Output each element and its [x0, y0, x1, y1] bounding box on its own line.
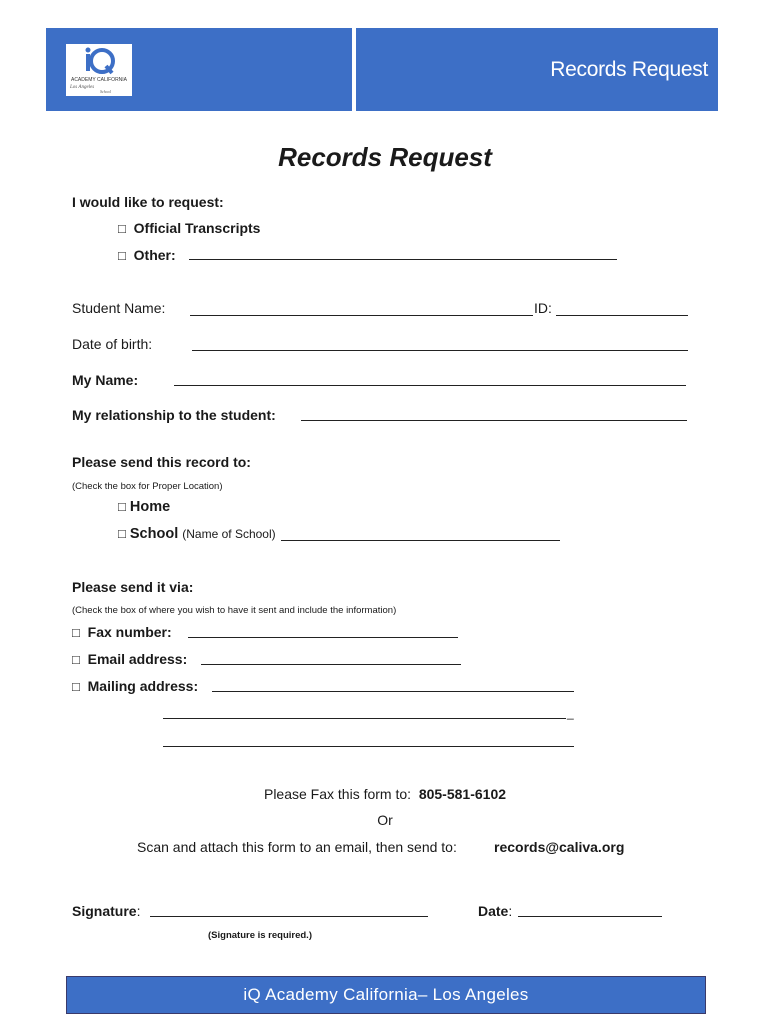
signature-colon: :	[136, 903, 141, 919]
checkbox-icon[interactable]: □	[118, 526, 126, 541]
relationship-label: My relationship to the student:	[72, 407, 276, 423]
email-label: Email address:	[87, 651, 188, 667]
my-name-input-line[interactable]	[174, 385, 686, 386]
other-input-line[interactable]	[189, 259, 617, 260]
option-school[interactable]	[118, 526, 276, 542]
option-mailing[interactable]	[72, 678, 198, 694]
option-other[interactable]	[118, 247, 176, 263]
school-name-input-line[interactable]	[281, 540, 560, 541]
fax-label: Fax number:	[87, 624, 172, 640]
id-input-line[interactable]	[556, 315, 688, 316]
fax-instruction: Please Fax this form to:	[263, 786, 412, 802]
relationship-input-line[interactable]	[301, 420, 687, 421]
mailing-line-underscore: _	[567, 706, 574, 720]
fax-input-line[interactable]	[188, 637, 458, 638]
send-via-heading: Please send it via:	[72, 579, 194, 595]
mailing-input-line-2[interactable]	[163, 718, 566, 719]
option-school-label: School	[129, 526, 179, 542]
send-via-note: (Check the box of where you wish to have it sent and include the information)	[72, 605, 397, 616]
option-email[interactable]	[72, 651, 187, 667]
email-input-line[interactable]	[201, 664, 461, 665]
mailing-label: Mailing address:	[87, 678, 199, 694]
checkbox-icon[interactable]: □	[72, 625, 80, 640]
send-to-heading: Please send this record to:	[72, 454, 251, 470]
date-colon: :	[508, 903, 513, 919]
option-transcripts-label: Official Transcripts	[133, 220, 261, 236]
or-text: Or	[377, 812, 393, 828]
send-to-note: (Check the box for Proper Location)	[72, 481, 223, 492]
student-name-label: Student Name:	[72, 300, 166, 316]
checkbox-icon[interactable]: □	[118, 221, 126, 236]
student-name-input-line[interactable]	[190, 315, 533, 316]
option-fax[interactable]	[72, 624, 172, 640]
dob-input-line[interactable]	[192, 350, 688, 351]
header-title: Records Request	[550, 58, 708, 81]
my-name-label: My Name:	[72, 372, 139, 388]
fax-instruction-row	[0, 786, 770, 802]
fax-number: 805-581-6102	[418, 786, 507, 802]
signature-note: (Signature is required.)	[208, 930, 312, 941]
option-transcripts[interactable]	[118, 220, 260, 236]
logo-mark-icon	[66, 44, 132, 96]
logo-line2: Los Angeles	[70, 85, 95, 90]
option-other-label: Other:	[133, 247, 176, 263]
dob-label: Date of birth:	[72, 336, 153, 352]
mailing-input-line-3[interactable]	[163, 746, 574, 747]
iq-academy-logo	[66, 44, 132, 96]
signature-input-line[interactable]	[150, 916, 428, 917]
email-address[interactable]: records@caliva.org	[494, 839, 625, 855]
logo-line1: ACADEMY CALIFORNIA	[70, 77, 128, 83]
signature-row	[72, 903, 140, 919]
checkbox-icon[interactable]: □	[118, 248, 126, 263]
option-home[interactable]	[118, 499, 170, 515]
checkbox-icon[interactable]: □	[118, 499, 126, 514]
school-note: (Name of School)	[182, 527, 276, 541]
date-row	[478, 903, 512, 919]
footer-text: iQ Academy California– Los Angeles	[243, 985, 529, 1004]
page-title: Records Request	[278, 142, 492, 172]
id-label: ID:	[534, 300, 552, 316]
checkbox-icon[interactable]: □	[72, 679, 80, 694]
logo-line3: School	[100, 89, 111, 94]
date-label: Date	[478, 903, 509, 919]
request-label: I would like to request:	[72, 194, 224, 210]
option-home-label: Home	[129, 499, 171, 515]
signature-label: Signature	[72, 903, 137, 919]
email-instruction: Scan and attach this form to an email, then send to:	[137, 839, 457, 855]
date-input-line[interactable]	[518, 916, 662, 917]
mailing-input-line-1[interactable]	[212, 691, 574, 692]
checkbox-icon[interactable]: □	[72, 652, 80, 667]
